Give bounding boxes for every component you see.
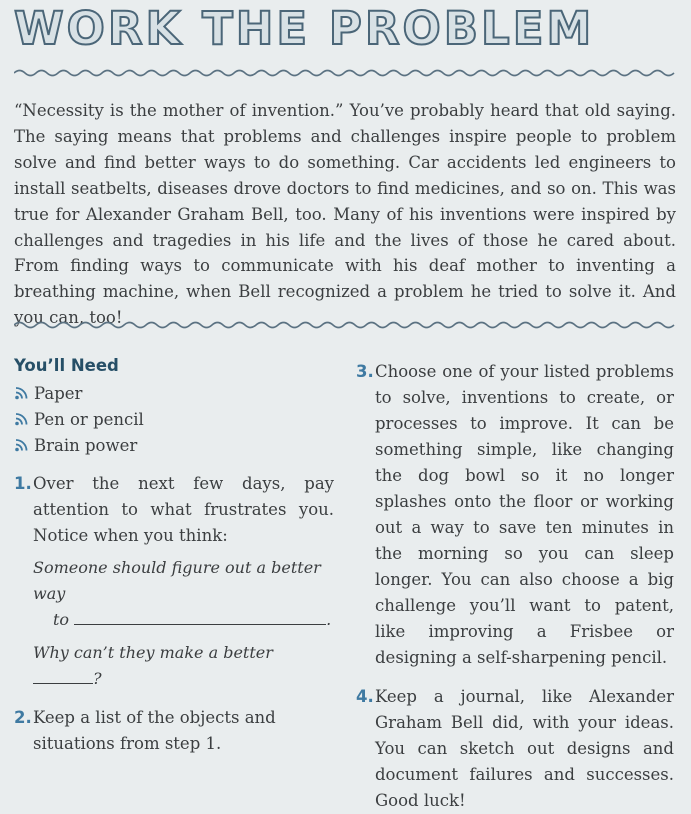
needs-item <box>14 406 334 432</box>
fill-in-blank <box>74 610 326 625</box>
step-text: Over the next few days, pay attention to what frustrates you. Notice when you think: <box>33 474 334 545</box>
needs-item-label: Pen or pencil <box>34 409 144 429</box>
left-column <box>14 356 334 757</box>
needs-heading: You’ll Need <box>14 356 119 375</box>
page-title: WORK THE PROBLEM <box>14 2 595 55</box>
needs-item <box>14 380 334 406</box>
step-number: 3. <box>356 362 374 381</box>
needs-item <box>14 432 334 458</box>
signal-icon <box>14 412 32 426</box>
step-4 <box>356 684 674 814</box>
needs-item-label: Paper <box>34 383 83 403</box>
prompt-to: to <box>53 610 70 629</box>
right-column <box>356 359 674 814</box>
needs-item-label: Brain power <box>34 435 138 455</box>
prompt-question: ? <box>93 669 102 688</box>
prompt-line-3 <box>33 640 334 692</box>
prompt-line-2 <box>33 607 334 633</box>
signal-icon <box>14 386 32 400</box>
step-text: Keep a journal, like Alexander Graham Bell did, with your ideas. You can sketch out designs and document failures and successes. Good luck! <box>375 687 674 810</box>
step-3 <box>356 359 674 671</box>
prompt-line-1: Someone should figure out a better way <box>33 558 321 603</box>
prompt-why: Why can’t they make a better <box>33 643 273 662</box>
step-number: 2. <box>14 708 32 727</box>
step-number: 1. <box>14 474 32 493</box>
step-number: 4. <box>356 687 374 706</box>
wavy-divider-top <box>14 67 676 79</box>
fill-in-blank <box>33 669 93 684</box>
step-2 <box>14 705 334 757</box>
needs-list <box>14 380 334 458</box>
step-text: Keep a list of the objects and situations from step 1. <box>33 708 276 753</box>
prompt-period: . <box>326 610 332 629</box>
signal-icon <box>14 438 32 452</box>
intro-paragraph: “Necessity is the mother of invention.” You’ve probably heard that old saying. The saying means that problems and challenges inspire people to problem solve and find better ways to do something. Car accidents led engineers to install seatbelts, diseases drove doctors to find medicines, and so on. This was true for Alexander Graham Bell, too. Many of his inventions were inspired by challenges and tragedies in his life and the lives of those he cared about. From finding ways to communicate with his deaf mother to inventing a breathing machine, when Bell recognized a problem he tried to solve it. And you can, too! <box>14 101 676 328</box>
wavy-divider-bottom <box>14 319 676 331</box>
step-text: Choose one of your listed problems to solve, inventions to create, or processes to improve. It can be something simple, like changing the dog bowl so it no longer splashes onto the floor or working out a way to save ten minutes in the morning so you can sleep longer. You can also choose a big challenge you’ll want to patent, like improving a Frisbee or designing a self-sharpening pencil. <box>375 362 674 667</box>
step-1 <box>14 471 334 549</box>
